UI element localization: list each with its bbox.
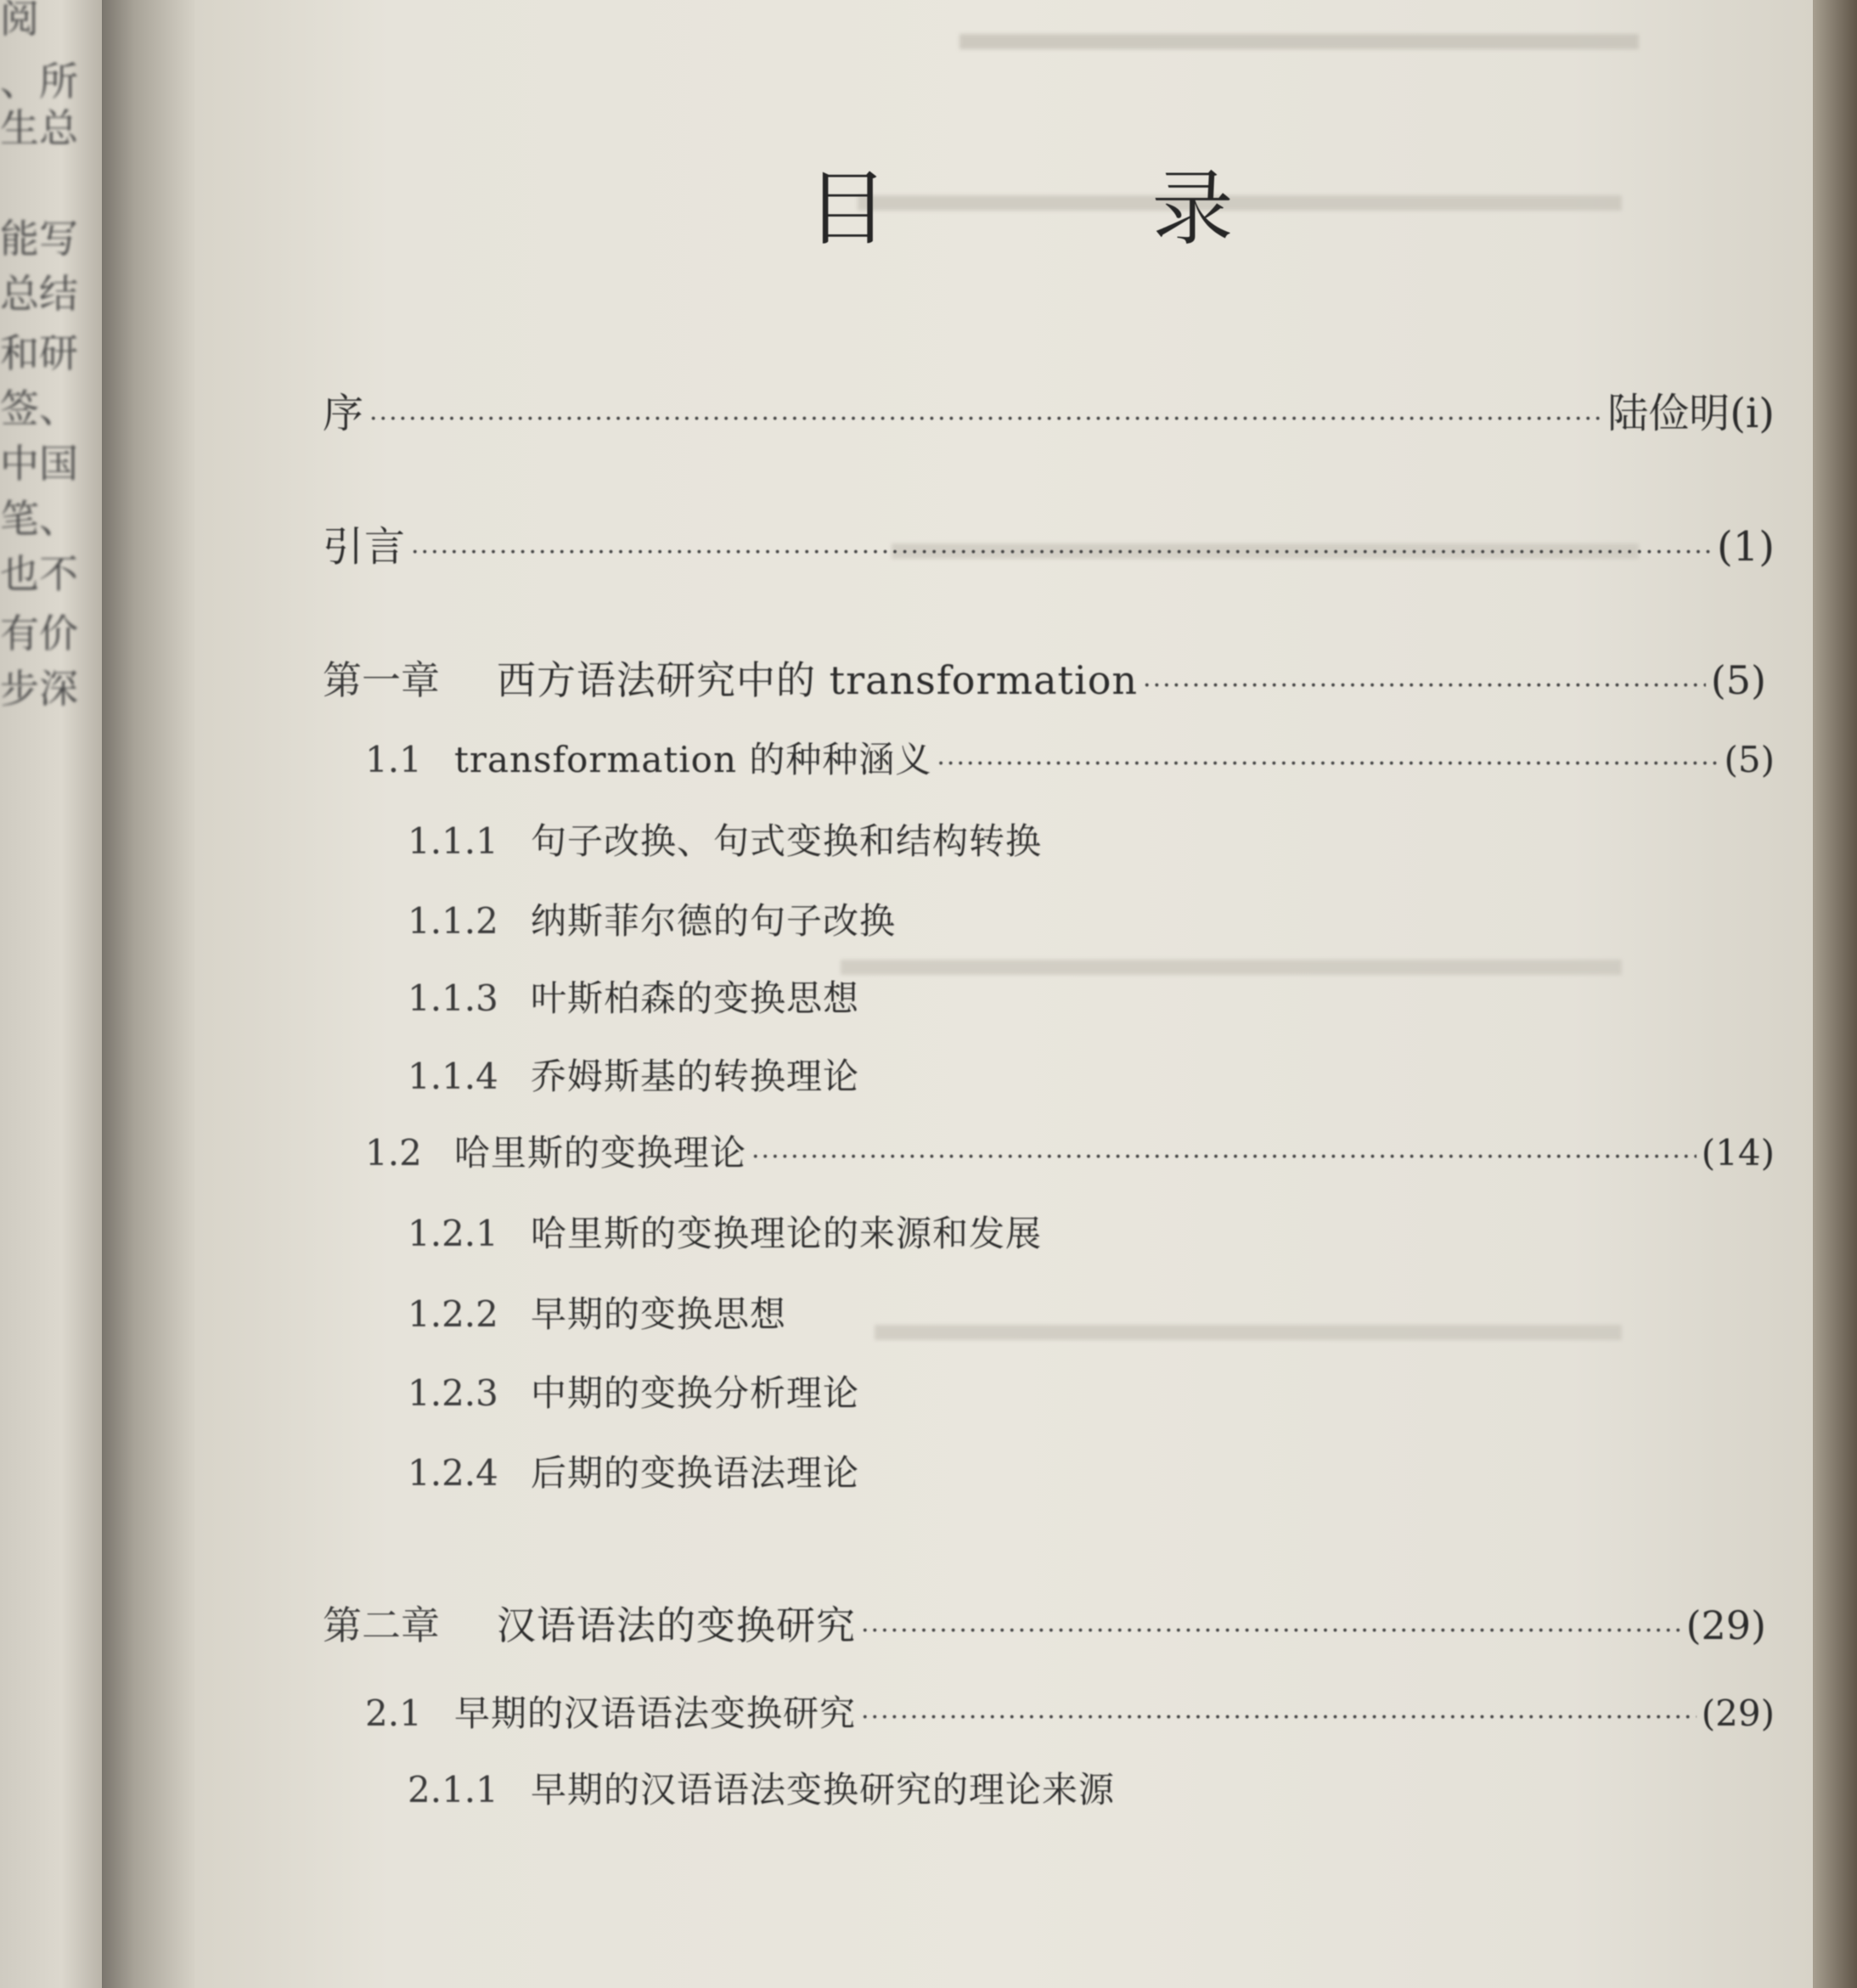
toc-entry-subsection[interactable] bbox=[408, 1206, 1042, 1257]
book-gutter bbox=[102, 0, 195, 1988]
left-page-fragment: 能写 bbox=[0, 216, 78, 262]
toc-page-ref: (14) bbox=[1701, 1132, 1775, 1174]
toc-entry-label: 乔姆斯基的转换理论 bbox=[531, 1056, 860, 1097]
subsection-number: 1.1.1 bbox=[408, 820, 498, 862]
toc-entry-label: 早期的汉语语法变换研究 bbox=[454, 1692, 857, 1734]
toc-entry-section-2-1[interactable] bbox=[365, 1686, 1775, 1737]
toc-entry-label: 叶斯柏森的变换思想 bbox=[531, 977, 860, 1019]
toc-entry-subsection[interactable] bbox=[408, 971, 859, 1022]
toc-entry-section-1-2[interactable] bbox=[365, 1125, 1775, 1176]
toc-entry-subsection[interactable] bbox=[408, 1049, 859, 1100]
toc-entry-section-1-1[interactable] bbox=[365, 732, 1775, 783]
left-page-fragment: 、所 bbox=[0, 59, 78, 104]
subsection-number: 1.2.4 bbox=[408, 1452, 498, 1494]
subsection-number: 1.2.2 bbox=[408, 1293, 498, 1335]
toc-entry-label: 西方语法研究中的 transformation bbox=[497, 657, 1139, 703]
chapter-number: 第二章 bbox=[323, 1602, 440, 1648]
toc-entry-subsection[interactable] bbox=[408, 1287, 786, 1338]
dot-leader bbox=[751, 1142, 1697, 1172]
section-number: 2.1 bbox=[365, 1692, 422, 1734]
left-page-fragment: 签、 bbox=[0, 386, 78, 431]
toc-entry-label: 哈里斯的变换理论 bbox=[454, 1132, 747, 1174]
toc-entry-chapter-2[interactable] bbox=[323, 1595, 1766, 1651]
toc-entry-label: 后期的变换语法理论 bbox=[531, 1452, 860, 1494]
toc-entry-label: 序 bbox=[323, 390, 365, 437]
toc-entry-label: 引言 bbox=[323, 523, 407, 571]
left-page-fragment: 笔、 bbox=[0, 496, 78, 542]
toc-entry-label: transformation 的种种涵义 bbox=[454, 739, 932, 780]
toc-page-ref: (5) bbox=[1724, 739, 1775, 780]
dot-leader bbox=[861, 1616, 1681, 1646]
toc-entry-chapter-1[interactable] bbox=[323, 650, 1766, 706]
left-page-fragment: 也不 bbox=[0, 551, 78, 597]
book-edge bbox=[1813, 0, 1857, 1988]
left-page-fragment: 步深 bbox=[0, 666, 78, 712]
toc-entry-subsection[interactable] bbox=[408, 1445, 859, 1496]
dot-leader bbox=[937, 749, 1719, 779]
left-page-fragment: 中国 bbox=[0, 441, 78, 487]
subsection-number: 2.1.1 bbox=[408, 1769, 498, 1811]
toc-page-ref: (1) bbox=[1717, 523, 1775, 571]
page-title: 目 录 bbox=[807, 161, 1353, 256]
subsection-number: 1.1.3 bbox=[408, 977, 498, 1019]
toc-entry-subsection[interactable] bbox=[408, 1366, 859, 1416]
dot-leader bbox=[861, 1703, 1697, 1732]
show-through-text bbox=[841, 960, 1622, 975]
toc-entry-label: 早期的变换思想 bbox=[531, 1293, 787, 1335]
toc-page bbox=[195, 0, 1813, 1988]
toc-entry-subsection[interactable] bbox=[408, 1762, 1115, 1813]
left-page-fragment: 有价 bbox=[0, 611, 78, 656]
toc-page-ref: (5) bbox=[1710, 657, 1766, 703]
toc-entry-preface[interactable] bbox=[323, 380, 1775, 439]
toc-page-ref: (29) bbox=[1685, 1602, 1766, 1648]
toc-entry-label: 早期的汉语语法变换研究的理论来源 bbox=[531, 1769, 1116, 1811]
toc-entry-subsection[interactable] bbox=[408, 814, 1042, 864]
show-through-text bbox=[875, 1325, 1622, 1340]
toc-entry-label: 纳斯菲尔德的句子改换 bbox=[531, 900, 897, 942]
section-number: 1.2 bbox=[365, 1132, 422, 1174]
toc-entry-introduction[interactable] bbox=[323, 514, 1775, 572]
left-page-fragment: 生总 bbox=[0, 105, 78, 151]
subsection-number: 1.1.4 bbox=[408, 1056, 498, 1097]
toc-page-ref: (29) bbox=[1701, 1692, 1775, 1734]
subsection-number: 1.2.3 bbox=[408, 1372, 498, 1414]
toc-entry-label: 句子改换、句式变换和结构转换 bbox=[531, 820, 1043, 862]
show-through-text bbox=[959, 34, 1639, 49]
subsection-number: 1.2.1 bbox=[408, 1213, 498, 1254]
toc-entry-label: 哈里斯的变换理论的来源和发展 bbox=[531, 1213, 1043, 1254]
dot-leader bbox=[369, 404, 1602, 434]
toc-entry-subsection[interactable] bbox=[408, 893, 896, 944]
left-page-fragment: 阅 bbox=[0, 0, 39, 42]
left-page-edge bbox=[0, 0, 102, 1988]
section-number: 1.1 bbox=[365, 739, 422, 780]
chapter-number: 第一章 bbox=[323, 657, 440, 703]
left-page-fragment: 总结 bbox=[0, 271, 78, 317]
toc-page-ref: 陆俭明(ⅰ) bbox=[1607, 390, 1775, 437]
toc-entry-label: 中期的变换分析理论 bbox=[531, 1372, 860, 1414]
subsection-number: 1.1.2 bbox=[408, 900, 498, 942]
toc-entry-label: 汉语语法的变换研究 bbox=[497, 1602, 856, 1648]
dot-leader bbox=[411, 538, 1712, 567]
dot-leader bbox=[1143, 671, 1706, 701]
left-page-fragment: 和研 bbox=[0, 330, 78, 376]
